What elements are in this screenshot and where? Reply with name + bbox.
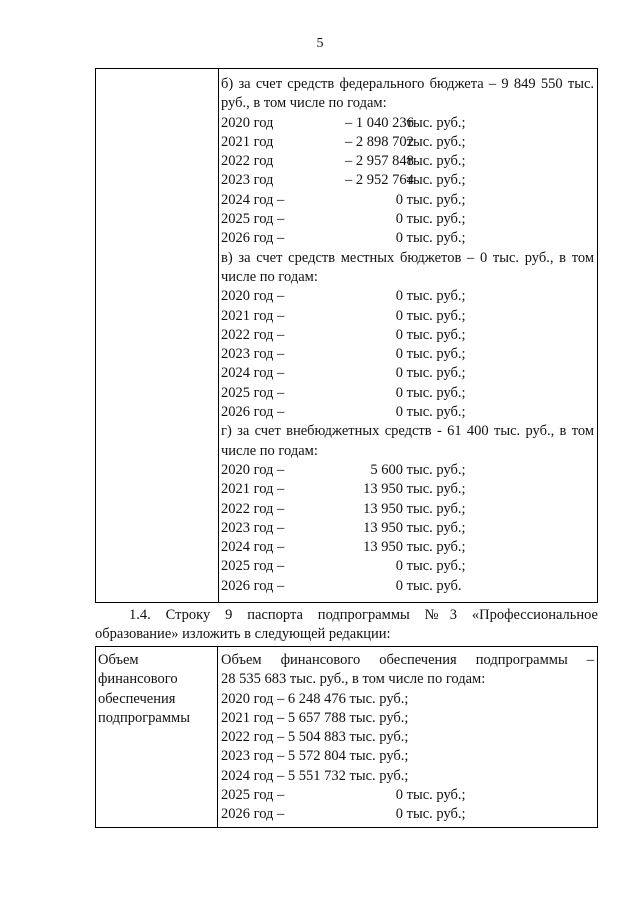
unit-label: тыс. руб.; xyxy=(406,558,466,575)
year-label: 2026 год – xyxy=(221,577,285,594)
amount-value: 0 xyxy=(395,211,403,228)
funding-line xyxy=(219,786,597,805)
funding-line: 2024 год – 5 551 732 тыс. руб.; xyxy=(221,767,409,784)
funding-line xyxy=(219,461,597,480)
amount-value: 0 xyxy=(395,288,403,305)
funding-line: в) за счет средств местных бюджетов – 0 тыс. руб., в том xyxy=(221,249,594,266)
funding-line xyxy=(219,500,597,519)
amendment-paragraph xyxy=(95,606,598,644)
amount-value: 0 xyxy=(395,384,403,401)
unit-label: тыс. руб.; xyxy=(406,404,466,421)
amount-value: 13 950 xyxy=(363,519,403,536)
unit-label: тыс. руб.; xyxy=(406,500,466,517)
unit-label: тыс. руб.; xyxy=(406,461,466,478)
amount-value: 0 xyxy=(395,346,403,363)
amount-value: 0 xyxy=(395,404,403,421)
unit-label: тыс. руб.; xyxy=(406,307,466,324)
table-left-cell-empty xyxy=(96,69,219,602)
paragraph-line-1: 1.4. Строку 9 паспорта подпрограммы №3 «Профессиональное xyxy=(129,607,598,623)
row-header-line: финансового xyxy=(98,671,178,688)
unit-label: тыс. руб.; xyxy=(406,133,466,150)
unit-label: тыс. руб.; xyxy=(406,326,466,343)
subprogram-funding-table xyxy=(95,646,598,828)
funding-line xyxy=(219,364,597,383)
unit-label: тыс. руб.; xyxy=(406,230,466,247)
amount-value: 0 xyxy=(395,307,403,324)
year-label: 2023 год – xyxy=(221,346,285,363)
row-header-line: обеспечения xyxy=(98,690,176,707)
funding-line xyxy=(219,191,597,210)
funding-line xyxy=(219,210,597,229)
funding-line xyxy=(219,229,597,248)
funding-line: числе по годам: xyxy=(221,442,318,459)
funding-line: 28 535 683 тыс. руб., в том числе по годам: xyxy=(221,671,486,688)
amount-value: – 2 952 764 xyxy=(345,172,414,189)
unit-label: тыс. руб.; xyxy=(406,346,466,363)
unit-label: тыс. руб.; xyxy=(406,806,466,823)
paragraph-line-2: образование» изложить в следующей редакции: xyxy=(95,626,391,642)
amount-value: 0 xyxy=(395,326,403,343)
funding-line xyxy=(219,519,597,538)
funding-line xyxy=(219,133,597,152)
row-header-line: Объем xyxy=(98,652,139,668)
funding-line: числе по годам: xyxy=(221,268,318,285)
funding-table-continued xyxy=(95,68,598,603)
year-label: 2021 год – xyxy=(221,307,285,324)
amount-value: 0 xyxy=(395,787,403,804)
funding-line: 2021 год – 5 657 788 тыс. руб.; xyxy=(221,709,409,726)
year-label: 2021 год – xyxy=(221,481,285,498)
page-number: 5 xyxy=(316,36,324,51)
funding-line xyxy=(219,557,597,576)
unit-label: тыс. руб.; xyxy=(406,519,466,536)
year-label: 2022 год – xyxy=(221,500,285,517)
funding-line: руб., в том числе по годам: xyxy=(221,95,387,112)
funding-line xyxy=(219,577,597,596)
funding-line xyxy=(219,171,597,190)
amount-value: 13 950 xyxy=(363,539,403,556)
unit-label: тыс. руб.; xyxy=(406,172,466,189)
year-label: 2023 год – xyxy=(221,519,285,536)
year-label: 2020 год xyxy=(221,114,274,131)
year-label: 2026 год – xyxy=(221,806,285,823)
year-label: 2026 год – xyxy=(221,230,285,247)
year-label: 2026 год – xyxy=(221,404,285,421)
unit-label: тыс. руб.; xyxy=(406,787,466,804)
funding-volume-cell xyxy=(219,651,597,825)
row-header-line: подпрограммы xyxy=(98,709,190,726)
row-header-cell xyxy=(96,647,218,827)
amount-value: 0 xyxy=(395,191,403,208)
unit-label: тыс. руб.; xyxy=(406,288,466,305)
amount-value: 0 xyxy=(395,558,403,575)
unit-label: тыс. руб.; xyxy=(406,384,466,401)
amount-value: – 1 040 236 xyxy=(345,114,414,131)
funding-line: Объем финансового обеспечения подпрограммы – xyxy=(221,652,594,668)
year-label: 2022 год xyxy=(221,153,274,170)
unit-label: тыс. руб.; xyxy=(406,539,466,556)
amount-value: 0 xyxy=(395,577,403,594)
year-label: 2025 год – xyxy=(221,558,285,575)
funding-line: 2023 год – 5 572 804 тыс. руб.; xyxy=(221,748,409,765)
year-label: 2024 год – xyxy=(221,539,285,556)
unit-label: тыс. руб. xyxy=(406,577,462,594)
funding-line xyxy=(219,538,597,557)
unit-label: тыс. руб.; xyxy=(406,365,466,382)
funding-line xyxy=(219,480,597,499)
funding-line: б) за счет средств федерального бюджета – 9 849 550 тыс. xyxy=(221,76,594,92)
year-label: 2025 год – xyxy=(221,384,285,401)
year-label: 2021 год xyxy=(221,133,274,150)
funding-line xyxy=(219,384,597,403)
funding-line: 2020 год – 6 248 476 тыс. руб.; xyxy=(221,690,409,707)
unit-label: тыс. руб.; xyxy=(406,191,466,208)
year-label: 2024 год – xyxy=(221,365,285,382)
amount-value: 0 xyxy=(395,806,403,823)
unit-label: тыс. руб.; xyxy=(406,153,466,170)
amount-value: 13 950 xyxy=(363,481,403,498)
funding-line xyxy=(219,287,597,306)
funding-line xyxy=(219,805,597,824)
year-label: 2020 год – xyxy=(221,461,285,478)
year-label: 2025 год – xyxy=(221,211,285,228)
unit-label: тыс. руб.; xyxy=(406,211,466,228)
funding-line xyxy=(219,403,597,422)
funding-details-cell xyxy=(219,75,597,596)
amount-value: 13 950 xyxy=(363,500,403,517)
amount-value: 0 xyxy=(395,230,403,247)
year-label: 2020 год – xyxy=(221,288,285,305)
amount-value: – 2 898 702 xyxy=(345,133,414,150)
funding-line xyxy=(219,152,597,171)
unit-label: тыс. руб.; xyxy=(406,481,466,498)
year-label: 2023 год xyxy=(221,172,274,189)
funding-line xyxy=(219,307,597,326)
funding-line: г) за счет внебюджетных средств - 61 400 тыс. руб., в том xyxy=(221,423,594,440)
funding-line xyxy=(219,326,597,345)
funding-line xyxy=(219,114,597,133)
amount-value: 5 600 xyxy=(370,461,403,478)
amount-value: – 2 957 848 xyxy=(345,153,414,170)
funding-line xyxy=(219,345,597,364)
year-label: 2022 год – xyxy=(221,326,285,343)
year-label: 2024 год – xyxy=(221,191,285,208)
amount-value: 0 xyxy=(395,365,403,382)
funding-line: 2022 год – 5 504 883 тыс. руб.; xyxy=(221,729,409,746)
unit-label: тыс. руб.; xyxy=(406,114,466,131)
year-label: 2025 год – xyxy=(221,787,285,804)
